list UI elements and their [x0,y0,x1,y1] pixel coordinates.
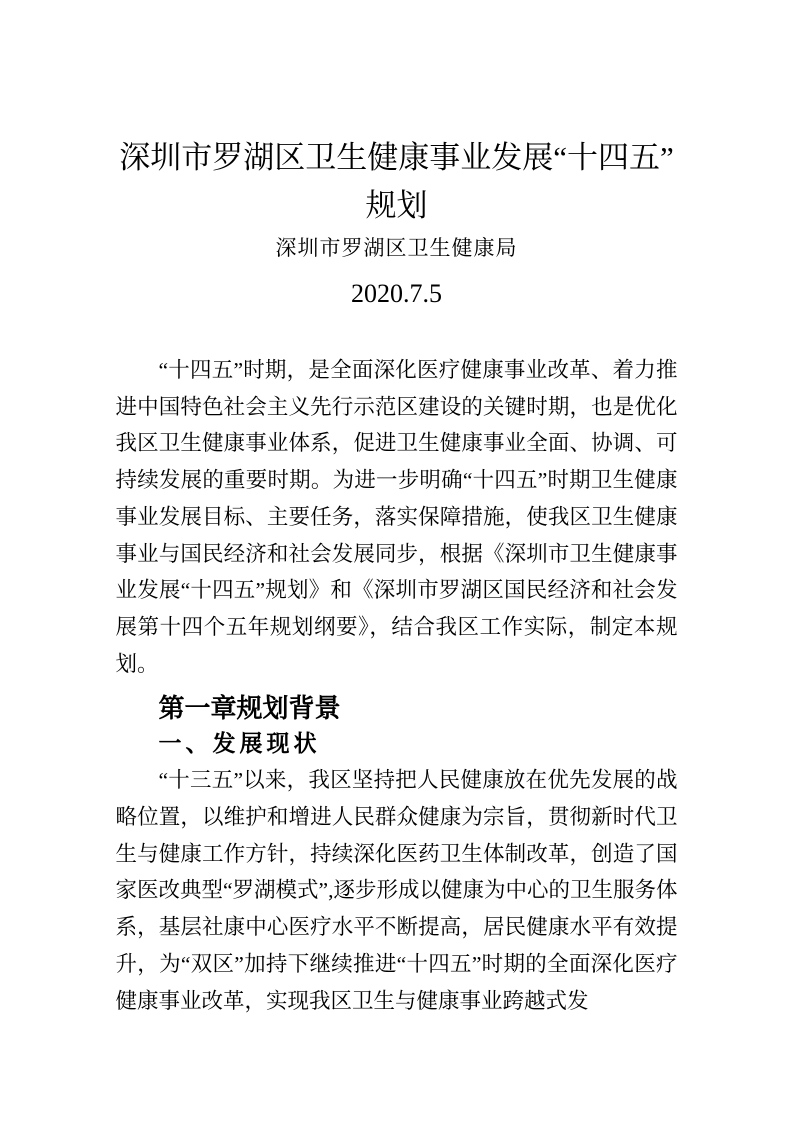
page-title-line-2: 规划 [365,188,428,223]
section-1-heading: 一、发展现状 [158,731,321,757]
document-content [116,0,678,1019]
document-date: 2020.7.5 [351,279,442,308]
document-author: 深圳市罗湖区卫生健康局 [275,236,518,260]
page-title-line-1: 深圳市罗湖区卫生健康事业发展“十四五” [119,140,674,175]
chapter-1-heading: 第一章规划背景 [158,693,341,724]
section-1-paragraph: “十三五”以来，我区坚持把人民健康放在优先发展的战略位置，以维护和增进人民群众健康为宗旨，贯彻新时代卫生与健康工作方针，持续深化医药卫生体制改革，创造了国家医改典型“罗湖模式”,逐步形成以健康为中心的卫生服务体系，基层社康中心医疗水平不断提高，居民健康水平有效提升，为“双区”加持下继续推进“十四五”时期的全面深化医疗健康事业改革，实现我区卫生与健康事业跨越式发 [115,768,678,1013]
intro-paragraph: “十四五”时期，是全面深化医疗健康事业改革、着力推进中国特色社会主义先行示范区建设的关键时期，也是优化我区卫生健康事业体系，促进卫生健康事业全面、协调、可持续发展的重要时期。为进一步明确“十四五”时期卫生健康事业发展目标、主要任务，落实保障措施，使我区卫生健康事业与国民经济和社会发展同步，根据《深圳市卫生健康事业发展“十四五”规划》和《深圳市罗湖区国民经济和社会发展第十四个五年规划纲要》，结合我区工作实际，制定本规划。 [115,358,678,676]
page-title [116,134,678,230]
